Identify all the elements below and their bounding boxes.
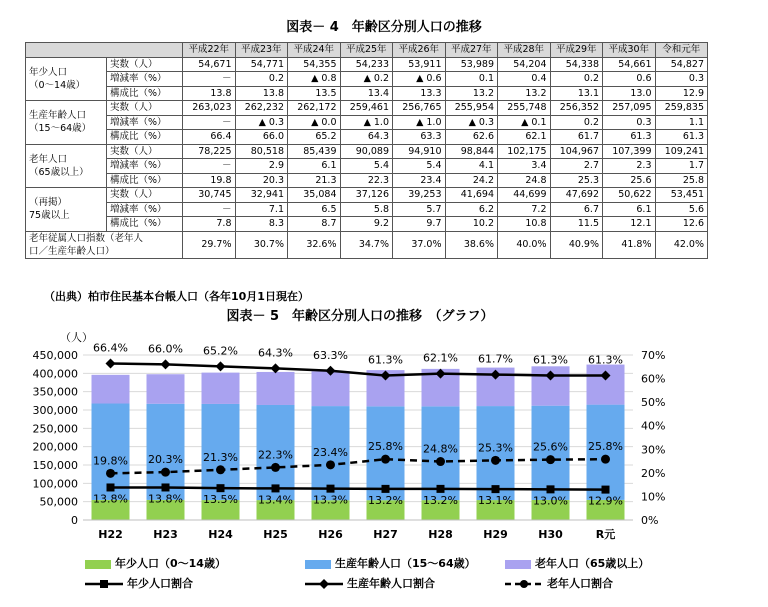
legend-line-swatch [505,578,543,590]
table-cell: 66.0 [235,130,288,145]
table-cell: ▲ 1.0 [393,115,446,130]
table-cell: 54,827 [655,57,708,72]
table-cell: 257,095 [603,101,656,116]
table-cell: 53,451 [655,188,708,203]
table-cell: － [183,159,236,174]
dependency-label-line1: 老年従属人口指数（老年人 [29,232,144,244]
table-cell: 109,241 [655,144,708,159]
table-cell: 256,765 [393,101,446,116]
legend-line-swatch [85,578,123,590]
table-cell: 25.3 [550,173,603,188]
table-cell: 34.7% [340,231,393,258]
y-tick-label: 0 [71,514,78,527]
table-cell: 1.1 [655,115,708,130]
working-ratio-data-label: 64.3% [258,346,293,360]
table-cell: 54,355 [288,57,341,72]
metric-label: 増減率（%） [107,159,183,174]
x-tick-label: R元 [595,528,616,541]
table-cell: 22.3 [340,173,393,188]
group-label-sub: （15～64歳） [29,123,92,135]
table-row [26,188,708,203]
table-row [26,57,708,72]
group-label [26,144,107,188]
table-cell: 32,941 [235,188,288,203]
year-header: 平成25年 [340,43,393,58]
young-ratio-data-label: 13.5% [203,493,238,507]
table-cell: 5.6 [655,202,708,217]
old-ratio-marker [601,455,610,464]
table-cell: 13.2 [498,86,551,101]
table-cell: 42.0% [655,231,708,258]
bar-old [312,371,350,406]
table-cell: 13.1 [550,86,603,101]
table-cell: 7.2 [498,202,551,217]
y2-tick-label: 60% [641,372,666,386]
table-cell: 13.0 [603,86,656,101]
table-cell: 256,352 [550,101,603,116]
bar-old [147,374,185,404]
legend-label: 老年人口（65歳以上） [535,557,650,570]
table-cell: 0.2 [550,115,603,130]
metric-label: 実数（人） [107,101,183,116]
table-cell: 259,461 [340,101,393,116]
young-ratio-line [111,487,606,489]
year-header: 平成23年 [235,43,288,58]
working-ratio-data-label: 61.3% [533,353,568,367]
table-cell: 5.4 [393,159,446,174]
working-ratio-data-label: 66.0% [148,342,183,356]
y-tick-label: 100,000 [32,477,78,491]
table-cell: 53,911 [393,57,446,72]
year-header: 平成28年 [498,43,551,58]
table-cell: 11.5 [550,217,603,232]
young-ratio-marker [272,484,280,492]
young-ratio-data-label: 13.8% [93,492,128,506]
table-row [26,130,708,145]
old-ratio-marker [491,456,500,465]
metric-label: 構成比（%） [107,86,183,101]
dependency-label [26,231,183,258]
old-ratio-data-label: 25.3% [478,441,513,455]
table-cell: 262,232 [235,101,288,116]
table-header-row [26,43,708,58]
table-cell: 54,338 [550,57,603,72]
year-header: 平成24年 [288,43,341,58]
table-cell: 3.4 [498,159,551,174]
table-cell: 10.8 [498,217,551,232]
table-cell: 255,748 [498,101,551,116]
old-ratio-data-label: 21.3% [203,450,238,464]
y-tick-label: 400,000 [32,367,78,381]
metric-label: 実数（人） [107,144,183,159]
table-cell: 259,835 [655,101,708,116]
table-cell: 9.2 [340,217,393,232]
old-ratio-data-label: 25.6% [533,440,568,454]
table-cell: 30,745 [183,188,236,203]
table-cell: 37.0% [393,231,446,258]
young-ratio-marker [217,484,225,492]
young-ratio-marker [602,486,610,494]
young-ratio-data-label: 13.1% [478,494,513,508]
old-ratio-line [111,459,606,473]
table-cell: 78,225 [183,144,236,159]
young-ratio-data-label: 13.2% [368,493,403,507]
legend-item [305,555,476,571]
y2-tick-label: 30% [641,443,666,457]
x-tick-label: H24 [208,528,233,541]
table-cell: ▲ 0.8 [288,72,341,87]
group-label-main: 年少人口 [29,66,68,78]
legend-item [505,555,649,571]
table-cell: ▲ 0.2 [340,72,393,87]
year-header: 平成26年 [393,43,446,58]
table-cell: 255,954 [445,101,498,116]
table-cell: 54,233 [340,57,393,72]
bar-old [92,375,130,404]
young-ratio-marker [107,483,115,491]
table-cell: 29.7% [183,231,236,258]
young-ratio-data-label: 13.8% [148,492,183,506]
table-row [26,72,708,87]
population-chart [0,325,768,555]
young-ratio-data-label: 12.9% [588,494,623,508]
bar-old [202,373,240,404]
table-cell: 41,694 [445,188,498,203]
table-cell: ▲ 0.3 [235,115,288,130]
table-cell: 35,084 [288,188,341,203]
working-ratio-data-label: 62.1% [423,351,458,365]
old-ratio-data-label: 25.8% [368,440,403,454]
table-row [26,217,708,232]
old-ratio-data-label: 24.8% [423,442,458,456]
old-ratio-data-label: 25.8% [588,440,623,454]
table-cell: 7.1 [235,202,288,217]
table-cell: 98,844 [445,144,498,159]
x-tick-label: H26 [318,528,343,541]
table-cell: 54,661 [603,57,656,72]
group-label-sub: 75歳以上 [29,210,70,222]
x-tick-label: H27 [373,528,398,541]
table-cell: 30.7% [235,231,288,258]
table-cell: 37,126 [340,188,393,203]
group-label-main: 老年人口 [29,153,68,165]
table-cell: 5.8 [340,202,393,217]
group-label-sub: （65歳以上） [29,166,89,178]
table-cell: ▲ 1.0 [340,115,393,130]
bar-old [257,372,295,405]
working-ratio-marker [106,358,116,368]
table-cell: 8.3 [235,217,288,232]
old-ratio-marker [271,463,280,472]
table-cell: 2.9 [235,159,288,174]
table-row [26,115,708,130]
table-cell: 63.3 [393,130,446,145]
legend-item [305,575,435,591]
table-row [26,173,708,188]
table-cell: 40.0% [498,231,551,258]
working-ratio-marker [271,363,281,373]
table-cell: 65.2 [288,130,341,145]
year-header: 平成22年 [183,43,236,58]
table-cell: 54,771 [235,57,288,72]
young-ratio-marker [437,485,445,493]
table-cell: 54,204 [498,57,551,72]
old-ratio-data-label: 22.3% [258,448,293,462]
table-cell: 2.3 [603,159,656,174]
y-tick-label: 300,000 [32,404,78,417]
table-cell: ▲ 0.6 [393,72,446,87]
table-cell: 61.3 [655,130,708,145]
table-cell: ▲ 0.3 [445,115,498,130]
metric-label: 増減率（%） [107,202,183,217]
table-cell: 44,699 [498,188,551,203]
table-cell: 6.1 [603,202,656,217]
y-tick-label: 50,000 [39,495,78,509]
year-header: 平成30年 [603,43,656,58]
table-cell: 0.3 [603,115,656,130]
working-ratio-marker [161,359,171,369]
table-cell: 23.4 [393,173,446,188]
table-cell: 25.8 [655,173,708,188]
metric-label: 構成比（%） [107,173,183,188]
metric-label: 増減率（%） [107,115,183,130]
table-cell: 6.5 [288,202,341,217]
table-corner [26,43,183,58]
table-cell: 13.3 [393,86,446,101]
dependency-label-line2: 口／生産年齢人口） [29,245,115,257]
old-ratio-data-label: 19.8% [93,454,128,468]
table-cell: 90,089 [340,144,393,159]
working-ratio-data-label: 61.3% [588,353,623,367]
table-cell: 19.8 [183,173,236,188]
table-cell: 0.2 [550,72,603,87]
table-cell: 9.7 [393,217,446,232]
table-cell: － [183,115,236,130]
table-cell: 66.4 [183,130,236,145]
table-cell: 5.4 [340,159,393,174]
table-cell: 0.4 [498,72,551,87]
table-cell: 54,671 [183,57,236,72]
table-cell: 263,023 [183,101,236,116]
group-label-main: （再掲） [29,197,68,209]
table-cell: 0.1 [445,72,498,87]
table-row [26,86,708,101]
young-ratio-data-label: 13.4% [258,493,293,507]
table-cell: 64.3 [340,130,393,145]
table-cell: 62.1 [498,130,551,145]
working-ratio-data-label: 65.2% [203,344,238,358]
table-cell: － [183,202,236,217]
y-tick-label: 350,000 [32,385,78,399]
y-axis-label: （人） [60,331,93,344]
table-cell: 61.3 [603,130,656,145]
legend-label: 老年人口割合 [547,577,613,590]
metric-label: 構成比（%） [107,217,183,232]
table-cell: 7.8 [183,217,236,232]
table-cell: 4.1 [445,159,498,174]
table-cell: 20.3 [235,173,288,188]
metric-label: 構成比（%） [107,130,183,145]
working-ratio-data-label: 61.7% [478,352,513,366]
table-cell: 262,172 [288,101,341,116]
group-label [26,101,107,145]
group-label [26,188,107,232]
young-ratio-marker [492,485,500,493]
y-tick-label: 200,000 [32,440,78,454]
table-cell: 5.7 [393,202,446,217]
metric-label: 実数（人） [107,188,183,203]
table-row [26,144,708,159]
young-ratio-data-label: 13.3% [313,493,348,507]
table-cell: 8.7 [288,217,341,232]
table-cell: 13.8 [183,86,236,101]
table-cell: 0.3 [655,72,708,87]
old-ratio-marker [546,455,555,464]
source-note: （出典）柏市住民基本台帳人口（各年10月1日現在） [44,290,309,303]
young-ratio-marker [547,485,555,493]
y2-tick-label: 0% [641,514,659,527]
young-ratio-marker [162,483,170,491]
legend-item [505,575,613,591]
metric-label: 実数（人） [107,57,183,72]
table-cell: 85,439 [288,144,341,159]
dependency-row [26,231,708,258]
young-ratio-marker [327,485,335,493]
table-cell: 13.8 [235,86,288,101]
x-tick-label: H25 [263,528,288,541]
working-ratio-data-label: 61.3% [368,353,403,367]
old-ratio-marker [381,455,390,464]
old-ratio-marker [161,468,170,477]
table-cell: 53,989 [445,57,498,72]
old-ratio-marker [436,457,445,466]
table-cell: 21.3 [288,173,341,188]
table-cell: 94,910 [393,144,446,159]
old-ratio-marker [326,460,335,469]
old-ratio-marker [216,465,225,474]
table-cell: 50,622 [603,188,656,203]
table-cell: 6.2 [445,202,498,217]
table-cell: 25.6 [603,173,656,188]
y-tick-label: 250,000 [32,422,78,436]
table-cell: ▲ 0.1 [498,115,551,130]
table-cell: 41.8% [603,231,656,258]
table-cell: 38.6% [445,231,498,258]
legend-swatch [505,560,531,569]
working-ratio-marker [216,361,226,371]
table-cell: 10.2 [445,217,498,232]
table-cell: 39,253 [393,188,446,203]
table-cell: ▲ 0.0 [288,115,341,130]
old-ratio-data-label: 23.4% [313,445,348,459]
table-row [26,202,708,217]
table-cell: 61.7 [550,130,603,145]
y2-tick-label: 70% [641,349,666,362]
group-label-main: 生産年齢人口 [29,110,87,122]
table-cell: 0.2 [235,72,288,87]
table-title: 図表－ 4 年齢区分別人口の推移 [286,20,482,35]
table-cell: 40.9% [550,231,603,258]
legend-line-swatch [305,578,343,590]
young-ratio-data-label: 13.2% [423,493,458,507]
table-cell: 24.8 [498,173,551,188]
table-cell: 12.9 [655,86,708,101]
working-ratio-data-label: 66.4% [93,341,128,355]
x-tick-label: H28 [428,528,453,541]
legend-swatch [85,560,111,569]
legend-item [85,575,193,591]
legend-item [85,555,226,571]
x-tick-label: H23 [153,528,178,541]
old-ratio-marker [106,469,115,478]
table-cell: 6.1 [288,159,341,174]
legend-label: 年少人口（0～14歳） [115,557,226,570]
table-row [26,101,708,116]
table-cell: 32.6% [288,231,341,258]
y-tick-label: 450,000 [32,349,78,362]
group-label-sub: （0～14歳） [29,79,86,91]
x-tick-label: H30 [538,528,563,541]
table-cell: 12.6 [655,217,708,232]
table-cell: 47,692 [550,188,603,203]
table-cell: 0.6 [603,72,656,87]
y2-tick-label: 20% [641,466,666,480]
y2-tick-label: 50% [641,396,666,410]
legend-label: 年少人口割合 [127,577,193,590]
young-ratio-data-label: 13.0% [533,494,568,508]
table-cell: 12.1 [603,217,656,232]
old-ratio-data-label: 20.3% [148,453,183,467]
y-tick-label: 150,000 [32,459,78,472]
table-cell: 24.2 [445,173,498,188]
legend-label: 生産年齢人口（15～64歳） [335,557,476,570]
table-cell: 2.7 [550,159,603,174]
y2-tick-label: 40% [641,419,666,433]
table-cell: 1.7 [655,159,708,174]
table-cell: 62.6 [445,130,498,145]
table-cell: 102,175 [498,144,551,159]
metric-label: 増減率（%） [107,72,183,87]
legend-label: 生産年齢人口割合 [347,577,435,590]
table-cell: 6.7 [550,202,603,217]
table-cell: 80,518 [235,144,288,159]
year-header: 令和元年 [655,43,708,58]
table-cell: 13.5 [288,86,341,101]
working-ratio-data-label: 63.3% [313,348,348,362]
year-header: 平成27年 [445,43,498,58]
chart-title: 図表－ 5 年齢区分別人口の推移 （グラフ） [226,309,494,324]
table-cell: 13.2 [445,86,498,101]
population-table [25,42,708,259]
table-row [26,159,708,174]
table-cell: 107,399 [603,144,656,159]
legend-swatch [305,560,331,569]
x-tick-label: H22 [98,528,123,541]
table-cell: 13.4 [340,86,393,101]
year-header: 平成29年 [550,43,603,58]
table-cell: 104,967 [550,144,603,159]
y2-tick-label: 10% [641,490,666,504]
table-cell: － [183,72,236,87]
young-ratio-marker [382,485,390,493]
x-tick-label: H29 [483,528,508,541]
group-label [26,57,107,101]
